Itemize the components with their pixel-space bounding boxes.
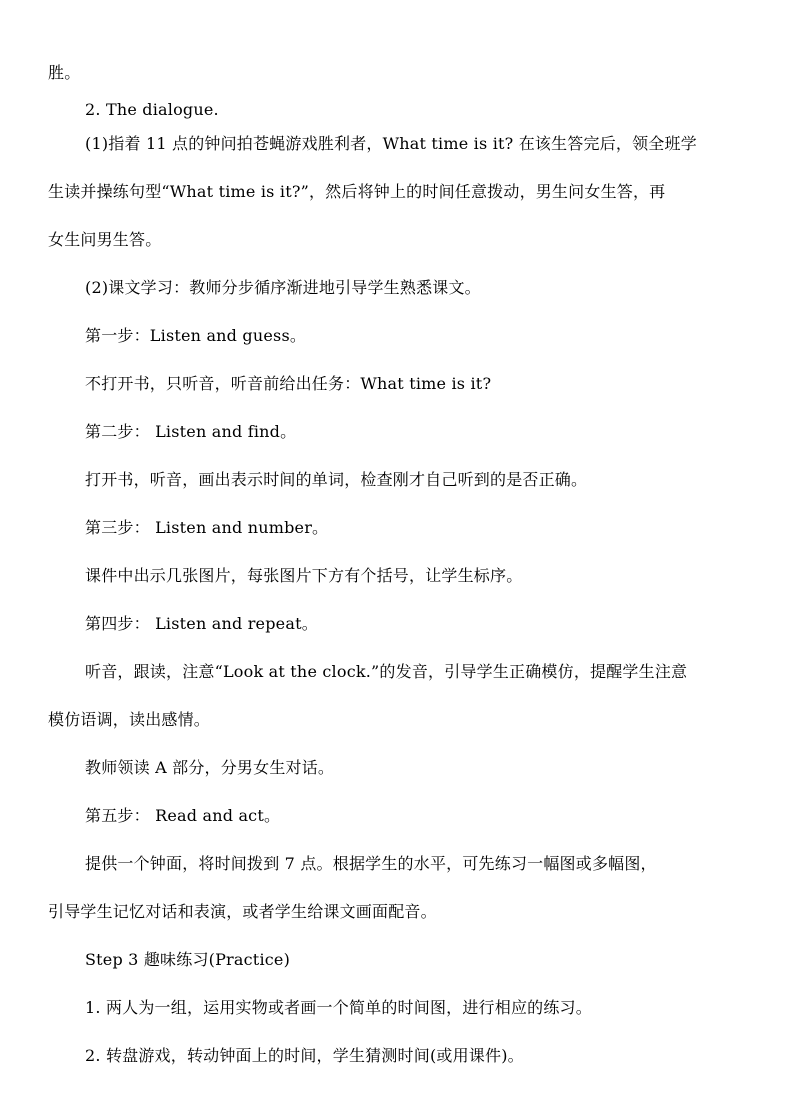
text-line: 第四步： Listen and repeat。 — [85, 614, 318, 633]
text-line: 2. 转盘游戏，转动钟面上的时间，学生猜测时间(或用课件)。 — [85, 1046, 524, 1065]
text-line: 听音，跟读，注意“Look at the clock.”的发音，引导学生正确模仿，提醒学生注意 — [85, 662, 688, 681]
text-line: 女生问男生答。 — [48, 230, 162, 249]
text-line: 第五步： Read and act。 — [85, 806, 281, 825]
text-line: 教师领读 A 部分，分男女生对话。 — [85, 758, 335, 777]
text-line: 提供一个钟面，将时间拨到 7 点。根据学生的水平，可先练习一幅图或多幅图， — [85, 854, 657, 873]
text-line: 2. The dialogue. — [85, 100, 219, 119]
text-line: 胜。 — [48, 63, 81, 82]
text-line: 第二步： Listen and find。 — [85, 422, 297, 441]
text-line: (1)指着 11 点的钟问拍苍蝇游戏胜利者，What time is it? 在该生答完后，领全班学 — [85, 134, 697, 153]
text-line: 生读并操练句型“What time is it?”，然后将钟上的时间任意拨动，男生问女生答，再 — [48, 182, 666, 201]
text-line: 模仿语调，读出感情。 — [48, 710, 211, 729]
text-line: 不打开书，只听音，听音前给出任务：What time is it? — [85, 374, 492, 393]
text-line: 第三步： Listen and number。 — [85, 518, 329, 537]
text-line: 第一步：Listen and guess。 — [85, 326, 307, 345]
text-line: 引导学生记忆对话和表演，或者学生给课文画面配音。 — [48, 902, 437, 921]
text-line: 课件中出示几张图片，每张图片下方有个括号，让学生标序。 — [85, 566, 523, 585]
text-line: (2)课文学习：教师分步循序渐进地引导学生熟悉课文。 — [85, 278, 481, 297]
text-line: 1. 两人为一组，运用实物或者画一个简单的时间图，进行相应的练习。 — [85, 998, 592, 1017]
text-line: Step 3 趣味练习(Practice) — [85, 950, 291, 969]
text-line: 打开书，听音，画出表示时间的单词，检查刚才自己听到的是否正确。 — [85, 470, 588, 489]
